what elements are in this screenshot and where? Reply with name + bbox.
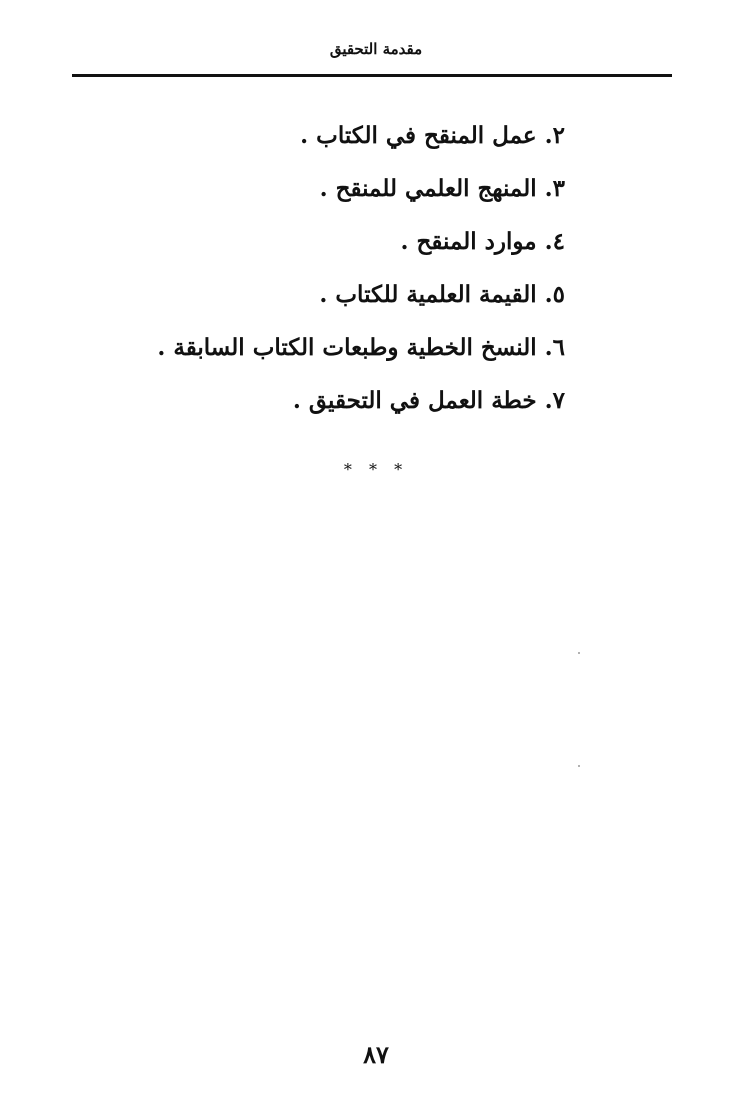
list-item [157, 116, 565, 169]
list-item [157, 275, 565, 328]
list-item [157, 222, 565, 275]
list-item [157, 381, 565, 434]
item-text: القيمة العلمية للكتاب . [319, 281, 537, 308]
scan-speck [578, 652, 580, 654]
item-text: النسخ الخطية وطبعات الكتاب السابقة . [157, 334, 537, 361]
item-text: خطة العمل في التحقيق . [292, 387, 537, 414]
header-rule [72, 74, 672, 77]
item-text: المنهج العلمي للمنقح . [319, 175, 537, 202]
item-number: ٦. [544, 334, 565, 361]
list-item [157, 169, 565, 222]
contents-list [157, 116, 565, 434]
list-item [157, 328, 565, 381]
scan-speck [578, 765, 580, 767]
running-header: مقدمة التحقيق [329, 40, 423, 58]
page-number: ٨٧ [363, 1040, 389, 1069]
item-text: موارد المنقح . [400, 228, 537, 255]
item-number: ٣. [544, 175, 565, 202]
item-number: ٥. [544, 281, 565, 308]
item-number: ٤. [544, 228, 565, 255]
item-number: ٢. [544, 122, 565, 149]
item-number: ٧. [544, 387, 565, 414]
item-text: عمل المنقح في الكتاب . [300, 122, 537, 149]
section-ornament: * * * [343, 460, 409, 479]
